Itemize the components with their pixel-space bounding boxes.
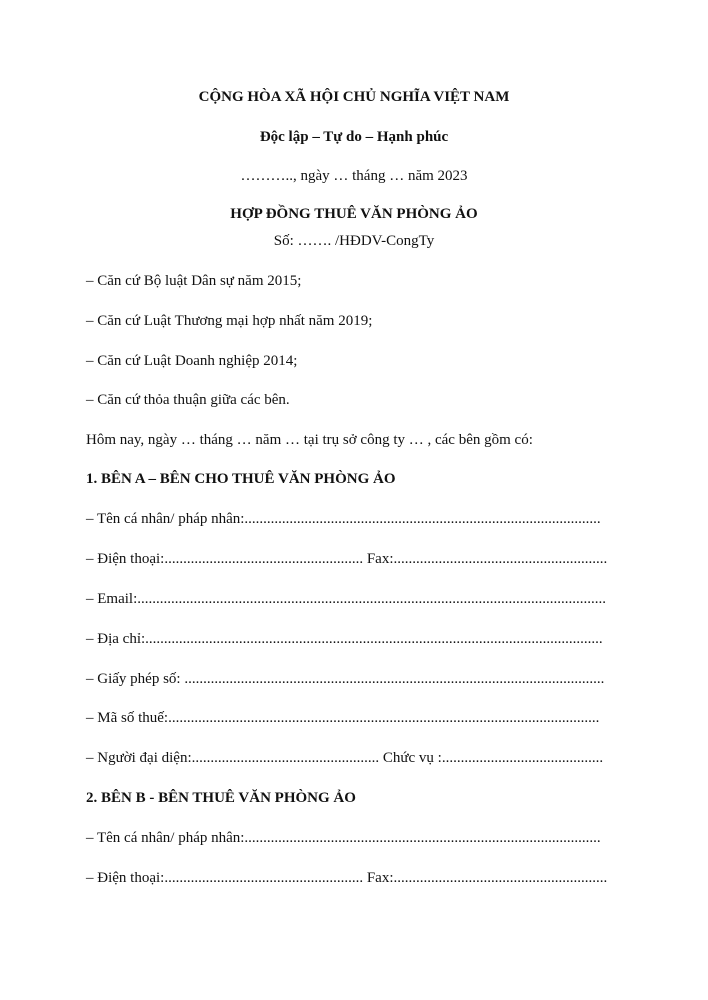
- motto: Độc lập – Tự do – Hạnh phúc: [259, 129, 449, 145]
- legal-basis-item: – Căn cứ Luật Thương mại hợp nhất năm 2019;: [86, 313, 373, 329]
- party-a-tax-code-field: – Mã số thuế:...................................................................................................................: [86, 710, 600, 726]
- place-date: ……….., ngày … tháng … năm 2023: [240, 168, 468, 184]
- contract-number: Số: ……. /HĐDV-CongTy: [273, 233, 435, 249]
- party-a-name-field: – Tên cá nhân/ pháp nhân:...............................................................................................: [86, 511, 601, 527]
- legal-basis-item: – Căn cứ Luật Doanh nghiệp 2014;: [86, 353, 298, 369]
- legal-basis-item: – Căn cứ thỏa thuận giữa các bên.: [86, 392, 290, 408]
- country-heading: CỘNG HÒA XÃ HỘI CHỦ NGHĨA VIỆT NAM: [198, 89, 510, 105]
- party-b-phone-fax-field: – Điện thoại:..................................................... Fax:.........................................................: [86, 870, 608, 886]
- party-a-license-field: – Giấy phép số: ................................................................................................................: [86, 671, 605, 687]
- contract-title: HỢP ĐỒNG THUÊ VĂN PHÒNG ẢO: [230, 206, 478, 222]
- party-a-phone-fax-field: – Điện thoại:..................................................... Fax:.........................................................: [86, 551, 608, 567]
- party-a-email-field: – Email:.............................................................................................................................: [86, 591, 606, 607]
- party-b-heading: 2. BÊN B - BÊN THUÊ VĂN PHÒNG ẢO: [86, 790, 356, 806]
- party-b-name-field: – Tên cá nhân/ pháp nhân:...............................................................................................: [86, 830, 601, 846]
- legal-basis-item: – Căn cứ Bộ luật Dân sự năm 2015;: [86, 273, 302, 289]
- party-a-representative-field: – Người đại diện:.................................................. Chức vụ :...........................................: [86, 750, 604, 766]
- intro-paragraph: Hôm nay, ngày … tháng … năm … tại trụ sở công ty … , các bên gồm có:: [86, 432, 533, 448]
- party-a-heading: 1. BÊN A – BÊN CHO THUÊ VĂN PHÒNG ẢO: [86, 471, 396, 487]
- party-a-address-field: – Địa chỉ:..........................................................................................................................: [86, 631, 603, 647]
